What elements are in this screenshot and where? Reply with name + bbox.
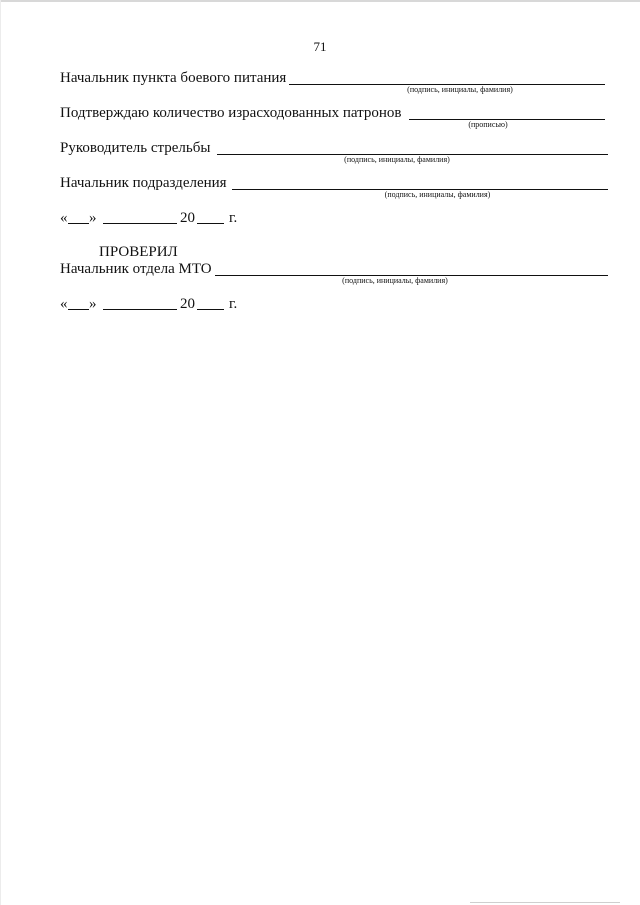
signature-row-mto-head — [60, 261, 610, 291]
signature-row-battle-supply — [60, 70, 610, 100]
day-line[interactable] — [68, 309, 89, 310]
month-line[interactable] — [103, 223, 177, 224]
date-field-2 — [60, 296, 260, 314]
date-open-quote: « — [60, 296, 68, 312]
year-prefix: 20 — [180, 210, 195, 226]
year-suffix: г. — [229, 296, 238, 312]
confirm-label: Подтверждаю количество израсходованных патронов — [60, 105, 402, 121]
year-line[interactable] — [197, 309, 224, 310]
signature-row-firing-leader — [60, 140, 610, 170]
date-open-quote: « — [60, 210, 68, 226]
year-suffix: г. — [229, 210, 238, 226]
date-close-quote: » — [89, 296, 97, 312]
signature-label: Начальник пункта боевого питания — [60, 70, 287, 86]
signature-label: Руководитель стрельбы — [60, 140, 211, 156]
scan-top-border — [0, 0, 640, 2]
page-number: 71 — [313, 39, 327, 54]
signature-row-unit-head — [60, 175, 610, 205]
day-line[interactable] — [68, 223, 89, 224]
signature-caption: (подпись, инициалы, фамилия) — [344, 155, 450, 164]
signature-label: Начальник подразделения — [60, 175, 227, 191]
year-line[interactable] — [197, 223, 224, 224]
date-close-quote: » — [89, 210, 97, 226]
signature-caption: (подпись, инициалы, фамилия) — [407, 85, 513, 94]
scan-bottom-mark — [470, 902, 620, 903]
scan-left-border — [0, 0, 1, 905]
signature-label: Начальник отдела МТО — [60, 261, 212, 277]
signature-caption: (подпись, инициалы, фамилия) — [384, 190, 491, 199]
signature-row-ammo-confirm — [60, 105, 610, 135]
year-prefix: 20 — [180, 296, 195, 312]
signature-caption: (подпись, инициалы, фамилия) — [342, 276, 448, 285]
checked-title: ПРОВЕРИЛ — [99, 244, 178, 260]
month-line[interactable] — [103, 309, 177, 310]
ammo-amount-caption: (прописью) — [468, 120, 508, 129]
date-field-1 — [60, 210, 260, 228]
